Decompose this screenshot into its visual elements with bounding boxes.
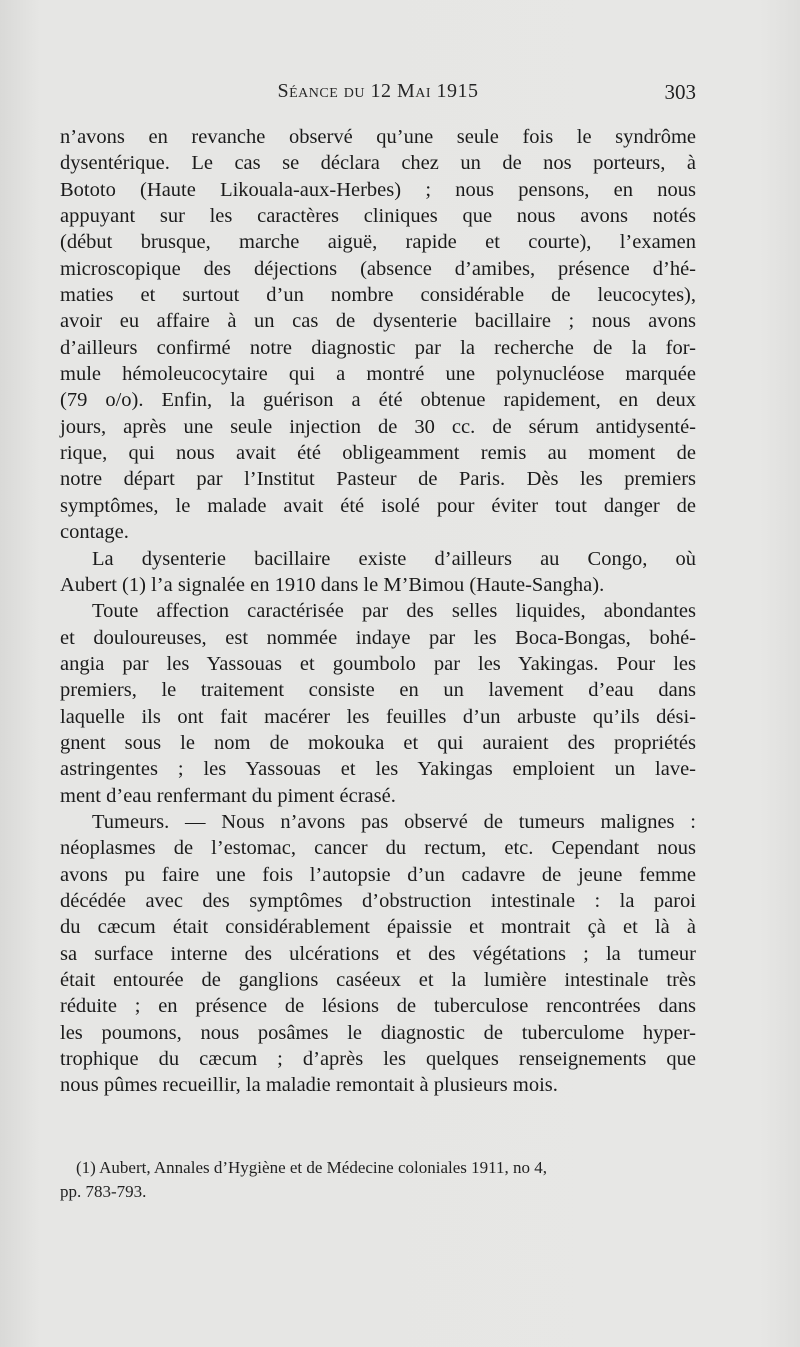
text-line: appuyant sur les caractères cliniques que nous avons notés xyxy=(60,205,696,228)
text-line: notre départ par l’Institut Pasteur de Paris. Dès les premiers xyxy=(60,468,696,491)
text-line: les poumons, nous posâmes le diagnostic de tuberculome hyper- xyxy=(60,1021,696,1044)
text-line: sa surface interne des ulcérations et des végétations ; la tumeur xyxy=(60,942,696,965)
text-line: premiers, le traitement consiste en un lavement d’eau dans xyxy=(60,679,696,702)
text-line: ment d’eau renfermant du piment écrasé. xyxy=(60,784,396,807)
text-line: nous pûmes recueillir, la maladie remontait à plusieurs mois. xyxy=(60,1074,558,1097)
text-line: gnent sous le nom de mokouka et qui auraient des propriétés xyxy=(60,731,696,754)
text-line: était entourée de ganglions caséeux et la lumière intestinale très xyxy=(60,969,696,991)
text-line: rique, qui nous avait été obligeamment remis au moment de xyxy=(60,442,696,465)
body-text xyxy=(60,124,696,1099)
text-line: dysentérique. Le cas se déclara chez un de nos porteurs, à xyxy=(60,152,696,175)
text-line: jours, après une seule injection de 30 cc. de sérum antidysenté- xyxy=(60,415,696,438)
text-line: symptômes, le malade avait été isolé pour éviter tout danger de xyxy=(60,494,696,517)
running-head xyxy=(60,80,696,110)
text-line: et douloureuses, est nommée indaye par les Boca-Bongas, bohé- xyxy=(60,626,696,649)
text-line: microscopique des déjections (absence d’amibes, présence d’hé- xyxy=(60,257,696,280)
text-line: angia par les Yassouas et goumbolo par les Yakingas. Pour les xyxy=(60,652,696,675)
text-line: (début brusque, marche aiguë, rapide et courte), l’examen xyxy=(60,231,696,254)
text-line: (79 o/o). Enfin, la guérison a été obtenue rapidement, en deux xyxy=(60,389,696,412)
text-line: avons pu faire une fois l’autopsie d’un cadavre de jeune femme xyxy=(60,863,696,886)
text-line: n’avons en revanche observé qu’une seule fois le syndrôme xyxy=(60,126,696,148)
text-line: Bototo (Haute Likouala-aux-Herbes) ; nous pensons, en nous xyxy=(60,178,696,201)
text-line: astringentes ; les Yassouas et les Yakingas emploient un lave- xyxy=(60,758,696,781)
text-line: d’ailleurs confirmé notre diagnostic par la recherche de la for- xyxy=(60,336,696,359)
text-line: Toute affection caractérisée par des selles liquides, abondantes xyxy=(92,600,696,623)
text-line: Aubert (1) l’a signalée en 1910 dans le M’Bimou (Haute-Sangha). xyxy=(60,573,605,596)
text-line: du cæcum était considérablement épaissie et montrait çà et là à xyxy=(60,916,696,939)
footnote xyxy=(60,1156,696,1204)
page-number: 303 xyxy=(664,80,696,104)
text-line: Tumeurs. — Nous n’avons pas observé de tumeurs malignes : xyxy=(92,810,696,833)
text-line: avoir eu affaire à un cas de dysenterie bacillaire ; nous avons xyxy=(60,310,696,333)
running-title: Séance du 12 Mai 1915 xyxy=(277,80,479,102)
text-line: contage. xyxy=(60,521,129,544)
text-line: trophique du cæcum ; d’après les quelques renseignements que xyxy=(60,1048,696,1071)
text-line: néoplasmes de l’estomac, cancer du rectum, etc. Cependant nous xyxy=(60,837,696,860)
text-line: décédée avec des symptômes d’obstruction intestinale : la paroi xyxy=(60,889,696,912)
text-line: laquelle ils ont fait macérer les feuilles d’un arbuste qu’ils dési- xyxy=(60,705,696,728)
text-line: réduite ; en présence de lésions de tuberculose rencontrées dans xyxy=(60,995,696,1018)
footnote-line: (1) Aubert, Annales d’Hygiène et de Médecine coloniales 1911, no 4, xyxy=(76,1158,547,1177)
text-line: La dysenterie bacillaire existe d’ailleurs au Congo, où xyxy=(92,547,696,570)
text-line: maties et surtout d’un nombre considérable de leucocytes), xyxy=(60,284,696,307)
footnote-line: pp. 783-793. xyxy=(60,1182,147,1201)
text-line: mule hémoleucocytaire qui a montré une polynucléose marquée xyxy=(60,363,696,386)
